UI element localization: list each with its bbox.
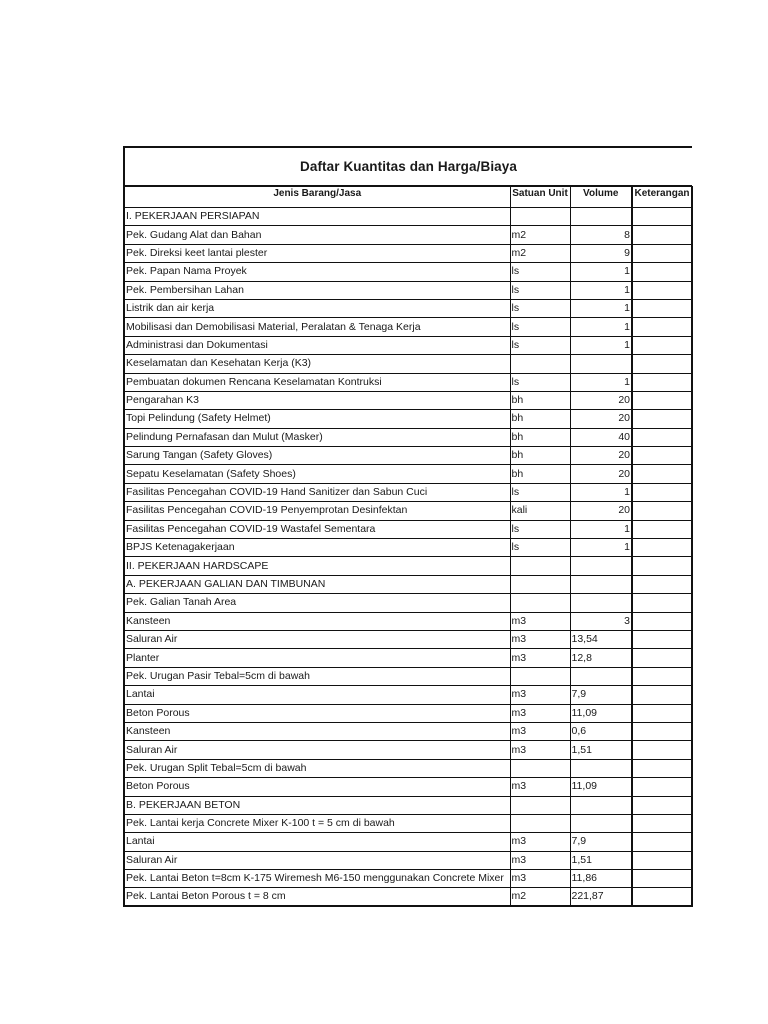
table-row <box>125 226 692 244</box>
row-note <box>632 539 692 557</box>
row-note <box>632 208 692 226</box>
row-item: Kansteen <box>125 612 510 630</box>
table-row <box>125 851 692 869</box>
row-item: Listrik dan air kerja <box>125 299 510 317</box>
row-note <box>632 502 692 520</box>
row-item: Pengarahan K3 <box>125 391 510 409</box>
row-note <box>632 373 692 391</box>
row-item: Saluran Air <box>125 630 510 648</box>
row-volume: 8 <box>570 226 632 244</box>
row-unit: ls <box>510 318 570 336</box>
row-item: Pembuatan dokumen Rencana Keselamatan Kontruksi <box>125 373 510 391</box>
table-row <box>125 244 692 262</box>
table-row <box>125 208 692 226</box>
row-item: Fasilitas Pencegahan COVID-19 Wastafel Sementara <box>125 520 510 538</box>
row-note <box>632 649 692 667</box>
table-row <box>125 336 692 354</box>
row-volume: 20 <box>570 447 632 465</box>
row-volume <box>570 814 632 832</box>
header-row <box>125 187 692 208</box>
row-unit: ls <box>510 373 570 391</box>
row-unit: m3 <box>510 612 570 630</box>
header-item: Jenis Barang/Jasa <box>125 187 510 208</box>
row-unit <box>510 208 570 226</box>
table-row <box>125 281 692 299</box>
table-row <box>125 870 692 888</box>
row-item: Fasilitas Pencegahan COVID-19 Hand Sanitizer dan Sabun Cuci <box>125 483 510 501</box>
row-unit: m3 <box>510 630 570 648</box>
row-volume <box>570 594 632 612</box>
table-row <box>125 722 692 740</box>
row-note <box>632 704 692 722</box>
row-volume: 12,8 <box>570 649 632 667</box>
row-item: Lantai <box>125 833 510 851</box>
table-row <box>125 318 692 336</box>
row-volume: 1 <box>570 373 632 391</box>
table-row <box>125 888 692 907</box>
row-volume: 1 <box>570 539 632 557</box>
row-item: Pek. Galian Tanah Area <box>125 594 510 612</box>
row-note <box>632 447 692 465</box>
row-item: Pek. Lantai kerja Concrete Mixer K-100 t = 5 cm di bawah <box>125 814 510 832</box>
table-row <box>125 373 692 391</box>
row-unit: m3 <box>510 833 570 851</box>
row-volume: 40 <box>570 428 632 446</box>
row-volume: 20 <box>570 465 632 483</box>
table-row <box>125 520 692 538</box>
row-item: Pek. Pembersihan Lahan <box>125 281 510 299</box>
row-volume <box>570 759 632 777</box>
row-unit <box>510 814 570 832</box>
table-row <box>125 741 692 759</box>
table-row <box>125 299 692 317</box>
row-note <box>632 299 692 317</box>
row-volume <box>570 355 632 373</box>
row-unit: bh <box>510 410 570 428</box>
row-volume: 1 <box>570 483 632 501</box>
table-row <box>125 814 692 832</box>
row-volume: 1 <box>570 318 632 336</box>
table-row <box>125 594 692 612</box>
row-volume: 11,09 <box>570 704 632 722</box>
row-volume: 9 <box>570 244 632 262</box>
row-note <box>632 686 692 704</box>
table-row <box>125 704 692 722</box>
row-note <box>632 483 692 501</box>
row-volume: 7,9 <box>570 686 632 704</box>
row-volume: 20 <box>570 502 632 520</box>
row-unit: bh <box>510 465 570 483</box>
row-item: Kansteen <box>125 722 510 740</box>
row-unit <box>510 594 570 612</box>
row-note <box>632 833 692 851</box>
row-note <box>632 336 692 354</box>
row-unit: ls <box>510 520 570 538</box>
table-row <box>125 502 692 520</box>
boq-sheet <box>123 146 692 907</box>
table-row <box>125 649 692 667</box>
row-note <box>632 575 692 593</box>
row-item: Sepatu Keselamatan (Safety Shoes) <box>125 465 510 483</box>
row-note <box>632 667 692 685</box>
row-note <box>632 318 692 336</box>
row-note <box>632 796 692 814</box>
table-row <box>125 686 692 704</box>
row-unit: ls <box>510 539 570 557</box>
row-volume: 0,6 <box>570 722 632 740</box>
table-row <box>125 759 692 777</box>
row-note <box>632 520 692 538</box>
row-note <box>632 851 692 869</box>
row-volume: 1 <box>570 520 632 538</box>
header-volume: Volume <box>570 187 632 208</box>
table-row <box>125 428 692 446</box>
row-note <box>632 778 692 796</box>
row-note <box>632 814 692 832</box>
row-unit: ls <box>510 336 570 354</box>
row-item: Pelindung Pernafasan dan Mulut (Masker) <box>125 428 510 446</box>
row-unit: ls <box>510 281 570 299</box>
table-row <box>125 355 692 373</box>
row-item: Pek. Urugan Split Tebal=5cm di bawah <box>125 759 510 777</box>
row-unit: bh <box>510 428 570 446</box>
row-unit <box>510 575 570 593</box>
row-volume: 1,51 <box>570 741 632 759</box>
table-row <box>125 465 692 483</box>
row-note <box>632 594 692 612</box>
row-note <box>632 465 692 483</box>
row-item: Saluran Air <box>125 741 510 759</box>
row-item: Pek. Papan Nama Proyek <box>125 263 510 281</box>
row-unit: ls <box>510 263 570 281</box>
row-volume <box>570 208 632 226</box>
row-unit: m3 <box>510 649 570 667</box>
row-unit: m3 <box>510 704 570 722</box>
document-title: Daftar Kuantitas dan Harga/Biaya <box>125 148 692 186</box>
header-note: Keterangan <box>632 187 692 208</box>
row-volume: 20 <box>570 391 632 409</box>
table-body <box>125 208 692 907</box>
row-item: Saluran Air <box>125 851 510 869</box>
table-row <box>125 796 692 814</box>
row-volume: 1 <box>570 336 632 354</box>
row-volume: 1 <box>570 263 632 281</box>
row-volume: 1 <box>570 299 632 317</box>
row-note <box>632 557 692 575</box>
table-row <box>125 778 692 796</box>
row-note <box>632 281 692 299</box>
row-unit: m3 <box>510 851 570 869</box>
table-row <box>125 391 692 409</box>
row-unit <box>510 759 570 777</box>
row-item: Pek. Lantai Beton t=8cm K-175 Wiremesh M6-150 menggunakan Concrete Mixer <box>125 870 510 888</box>
row-note <box>632 263 692 281</box>
row-item: Pek. Gudang Alat dan Bahan <box>125 226 510 244</box>
row-note <box>632 428 692 446</box>
row-item: Beton Porous <box>125 704 510 722</box>
row-volume <box>570 557 632 575</box>
table-row <box>125 410 692 428</box>
row-note <box>632 870 692 888</box>
row-note <box>632 244 692 262</box>
row-volume: 3 <box>570 612 632 630</box>
row-item: Topi Pelindung (Safety Helmet) <box>125 410 510 428</box>
row-unit <box>510 796 570 814</box>
row-item: B. PEKERJAAN BETON <box>125 796 510 814</box>
row-item: I. PEKERJAAN PERSIAPAN <box>125 208 510 226</box>
row-unit: m3 <box>510 686 570 704</box>
row-unit: kali <box>510 502 570 520</box>
table-row <box>125 833 692 851</box>
row-volume: 11,09 <box>570 778 632 796</box>
row-note <box>632 630 692 648</box>
row-note <box>632 391 692 409</box>
row-volume <box>570 575 632 593</box>
row-unit: ls <box>510 299 570 317</box>
row-item: Pek. Direksi keet lantai plester <box>125 244 510 262</box>
table-row <box>125 667 692 685</box>
row-note <box>632 888 692 907</box>
row-note <box>632 722 692 740</box>
row-item: Pek. Lantai Beton Porous t = 8 cm <box>125 888 510 907</box>
row-volume: 20 <box>570 410 632 428</box>
row-note <box>632 410 692 428</box>
row-unit: m2 <box>510 244 570 262</box>
row-unit: m3 <box>510 778 570 796</box>
row-volume <box>570 796 632 814</box>
table-row <box>125 539 692 557</box>
table-row <box>125 557 692 575</box>
row-item: II. PEKERJAAN HARDSCAPE <box>125 557 510 575</box>
row-unit: m2 <box>510 226 570 244</box>
row-unit <box>510 667 570 685</box>
row-unit <box>510 557 570 575</box>
row-unit: ls <box>510 483 570 501</box>
table-row <box>125 575 692 593</box>
row-volume: 221,87 <box>570 888 632 907</box>
row-item: Planter <box>125 649 510 667</box>
row-volume: 11,86 <box>570 870 632 888</box>
row-item: Administrasi dan Dokumentasi <box>125 336 510 354</box>
table-row <box>125 630 692 648</box>
row-note <box>632 759 692 777</box>
row-note <box>632 355 692 373</box>
row-volume: 1 <box>570 281 632 299</box>
row-volume: 1,51 <box>570 851 632 869</box>
row-item: Mobilisasi dan Demobilisasi Material, Peralatan & Tenaga Kerja <box>125 318 510 336</box>
row-unit: m3 <box>510 722 570 740</box>
table-row <box>125 263 692 281</box>
row-item: Sarung Tangan (Safety Gloves) <box>125 447 510 465</box>
table-row <box>125 483 692 501</box>
table-row <box>125 612 692 630</box>
row-item: Pek. Urugan Pasir Tebal=5cm di bawah <box>125 667 510 685</box>
row-unit: bh <box>510 447 570 465</box>
row-item: Fasilitas Pencegahan COVID-19 Penyemprotan Desinfektan <box>125 502 510 520</box>
row-unit: m2 <box>510 888 570 907</box>
row-item: Keselamatan dan Kesehatan Kerja (K3) <box>125 355 510 373</box>
row-note <box>632 226 692 244</box>
row-unit: bh <box>510 391 570 409</box>
row-item: Lantai <box>125 686 510 704</box>
row-volume <box>570 667 632 685</box>
row-unit <box>510 355 570 373</box>
row-note <box>632 612 692 630</box>
row-unit: m3 <box>510 741 570 759</box>
row-item: A. PEKERJAAN GALIAN DAN TIMBUNAN <box>125 575 510 593</box>
table-row <box>125 447 692 465</box>
header-unit: Satuan Unit <box>510 187 570 208</box>
row-unit: m3 <box>510 870 570 888</box>
boq-table <box>125 186 693 907</box>
row-volume: 7,9 <box>570 833 632 851</box>
row-item: Beton Porous <box>125 778 510 796</box>
row-item: BPJS Ketenagakerjaan <box>125 539 510 557</box>
row-volume: 13,54 <box>570 630 632 648</box>
row-note <box>632 741 692 759</box>
